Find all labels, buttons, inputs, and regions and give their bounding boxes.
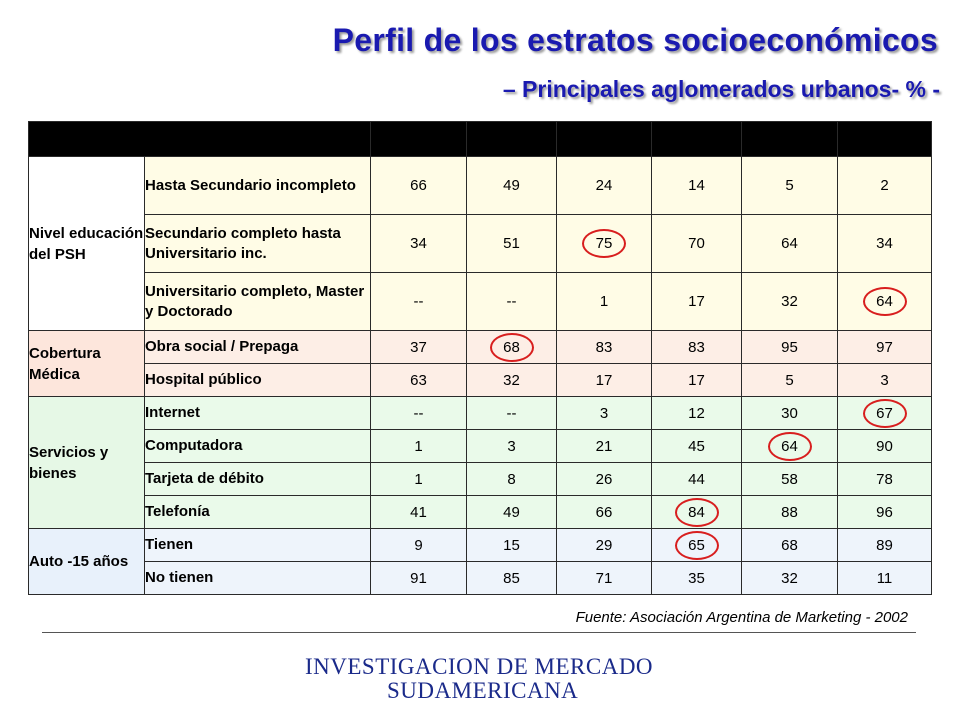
value-cell [557,273,652,331]
value-cell [838,463,932,496]
value-cell [557,529,652,562]
cell-value: 9 [414,536,423,554]
value-cell [742,331,838,364]
cell-value: 5 [785,177,794,194]
value-cell [467,496,557,529]
value-cell [557,562,652,595]
cell-value: 32 [503,371,520,389]
strata-table [28,121,932,595]
group-label: Auto -15 años [29,529,145,595]
cell-value: 78 [876,470,893,488]
cell-value: 17 [595,371,613,389]
cell-value: 90 [876,437,893,455]
cell-value: 34 [410,235,427,252]
cell-value: 68 [490,333,534,362]
cell-value: 3 [507,437,516,455]
value-cell [838,331,932,364]
value-cell [838,364,932,397]
col-header: Medio + [742,122,838,157]
circled-value-cell [467,331,557,364]
circled-value-cell [838,397,932,430]
value-cell [467,430,557,463]
cell-value: 83 [595,338,613,356]
value-cell [652,562,742,595]
circled-value-cell [652,496,742,529]
value-cell [742,529,838,562]
value-cell [467,397,557,430]
cell-value: 1 [599,293,609,310]
value-cell [371,529,467,562]
brand-logo [305,655,653,703]
cell-value: 5 [785,371,794,389]
value-cell [557,463,652,496]
table-row [29,496,932,529]
cell-value: 58 [781,470,798,488]
cell-value: 35 [688,569,705,587]
cell-value: 95 [781,338,798,356]
value-cell [467,463,557,496]
value-cell [652,463,742,496]
value-cell [371,463,467,496]
table-row [29,215,932,273]
value-cell [742,397,838,430]
value-cell [371,430,467,463]
row-label: Hasta Secundario incompleto [145,157,371,215]
cell-value: 15 [503,536,520,554]
cell-value: 75 [582,229,626,258]
page-subtitle: – Principales aglomerados urbanos- % - [502,76,940,102]
value-cell [467,157,557,215]
value-cell [742,463,838,496]
cell-value: 67 [863,399,907,428]
value-cell [557,331,652,364]
cell-value: 37 [410,338,427,356]
row-label: Obra social / Prepaga [145,331,371,364]
value-cell [371,331,467,364]
page-title: Perfil de los estratos socioeconómicos [332,22,938,58]
table-row [29,273,932,331]
cell-value: 97 [876,338,893,356]
value-cell [652,397,742,430]
row-label: Internet [145,397,371,430]
value-cell [652,364,742,397]
value-cell [652,157,742,215]
cell-value: -- [506,404,517,422]
table-row [29,430,932,463]
value-cell [652,215,742,273]
table-row [29,157,932,215]
cell-value: 68 [781,536,798,554]
cell-value: 70 [688,235,705,252]
cell-value: 84 [675,498,719,527]
cell-value: 8 [507,470,516,488]
cell-value: 21 [595,437,613,455]
cell-value: 17 [688,371,705,389]
value-cell [371,364,467,397]
cell-value: 89 [876,536,893,554]
value-cell [371,496,467,529]
value-cell [742,273,838,331]
row-label: No tienen [145,562,371,595]
value-cell [371,157,467,215]
cell-value: 85 [503,569,520,587]
row-label: Tarjeta de débito [145,463,371,496]
cell-value: -- [506,293,517,310]
cell-value: -- [413,293,424,310]
value-cell [371,273,467,331]
cell-value: 1 [414,437,423,455]
cell-value: -- [413,404,424,422]
col-header: Bajo + [557,122,652,157]
value-cell [742,496,838,529]
row-label: Universitario completo, Master y Doctorado [145,273,371,331]
value-cell [467,529,557,562]
value-cell [652,273,742,331]
value-cell [557,397,652,430]
col-header: Medio [652,122,742,157]
row-label: Hospital público [145,364,371,397]
cell-value: 88 [781,503,798,521]
value-cell [557,496,652,529]
cell-value: 24 [595,177,613,194]
cell-value: 63 [410,371,427,389]
cell-value: 11 [876,569,893,587]
footer-divider [42,632,916,633]
cell-value: 30 [781,404,798,422]
table-row [29,562,932,595]
cell-value: 64 [781,235,798,252]
source-note: Fuente: Asociación Argentina de Marketing - 2002 [575,609,908,626]
brand-line-2 [305,679,653,703]
cell-value: 49 [503,503,520,521]
cell-value: 44 [688,470,705,488]
value-cell [467,364,557,397]
row-label: Computadora [145,430,371,463]
cell-value: 2 [880,177,889,194]
header-row [29,122,932,157]
circled-value-cell [557,215,652,273]
group-label: Nivel educación del PSH [29,157,145,331]
cell-value: 29 [595,536,613,554]
value-cell [742,157,838,215]
table-row [29,331,932,364]
value-cell [467,215,557,273]
value-cell [652,430,742,463]
circled-value-cell [652,529,742,562]
cell-value: 26 [595,470,613,488]
cell-value: 41 [410,503,427,521]
value-cell [742,215,838,273]
cell-value: 3 [599,404,609,422]
value-cell [371,397,467,430]
value-cell [557,430,652,463]
cell-value: 96 [876,503,893,521]
value-cell [742,364,838,397]
cell-value: 32 [781,569,798,587]
cell-value: 1 [414,470,423,488]
cell-value: 71 [595,569,613,587]
value-cell [838,562,932,595]
table-row [29,397,932,430]
brand-line-1-text: INVESTIGACION DE MERCADO [305,654,654,679]
cell-value: 64 [768,432,812,461]
table-row [29,364,932,397]
col-header: Marginal [371,122,467,157]
circled-value-cell [742,430,838,463]
cell-value: 66 [410,177,427,194]
cell-value: 12 [688,404,705,422]
col-header: Alto [838,122,932,157]
cell-value: 34 [876,235,893,252]
cell-value: 51 [503,235,520,252]
col-header: Bajo - [467,122,557,157]
value-cell [557,157,652,215]
value-cell [742,562,838,595]
group-label: Servicios y bienes [29,397,145,529]
value-cell [371,562,467,595]
group-label: Cobertura Médica [29,331,145,397]
table-row [29,463,932,496]
circled-value-cell [838,273,932,331]
cell-value: 65 [675,531,719,560]
cell-value: 14 [688,177,705,194]
value-cell [557,364,652,397]
table-row [29,529,932,562]
cell-value: 64 [863,287,907,316]
brand-line-1 [305,655,653,679]
cell-value: 66 [595,503,613,521]
value-cell [467,273,557,331]
cell-value: 91 [410,569,427,587]
value-cell [467,562,557,595]
value-cell [838,496,932,529]
row-label: Telefonía [145,496,371,529]
cell-value: 45 [688,437,705,455]
row-label: Tienen [145,529,371,562]
cell-value: 83 [688,338,705,356]
value-cell [371,215,467,273]
row-label: Secundario completo hasta Universitario inc. [145,215,371,273]
cell-value: 17 [688,293,705,310]
brand-line-2-text: SUDAMERICANA [387,678,579,703]
cell-value: 32 [781,293,798,310]
cell-value: 49 [503,177,520,194]
header-blank [29,122,371,157]
cell-value: 3 [880,371,889,389]
value-cell [838,529,932,562]
value-cell [652,331,742,364]
value-cell [838,157,932,215]
value-cell [838,430,932,463]
value-cell [838,215,932,273]
